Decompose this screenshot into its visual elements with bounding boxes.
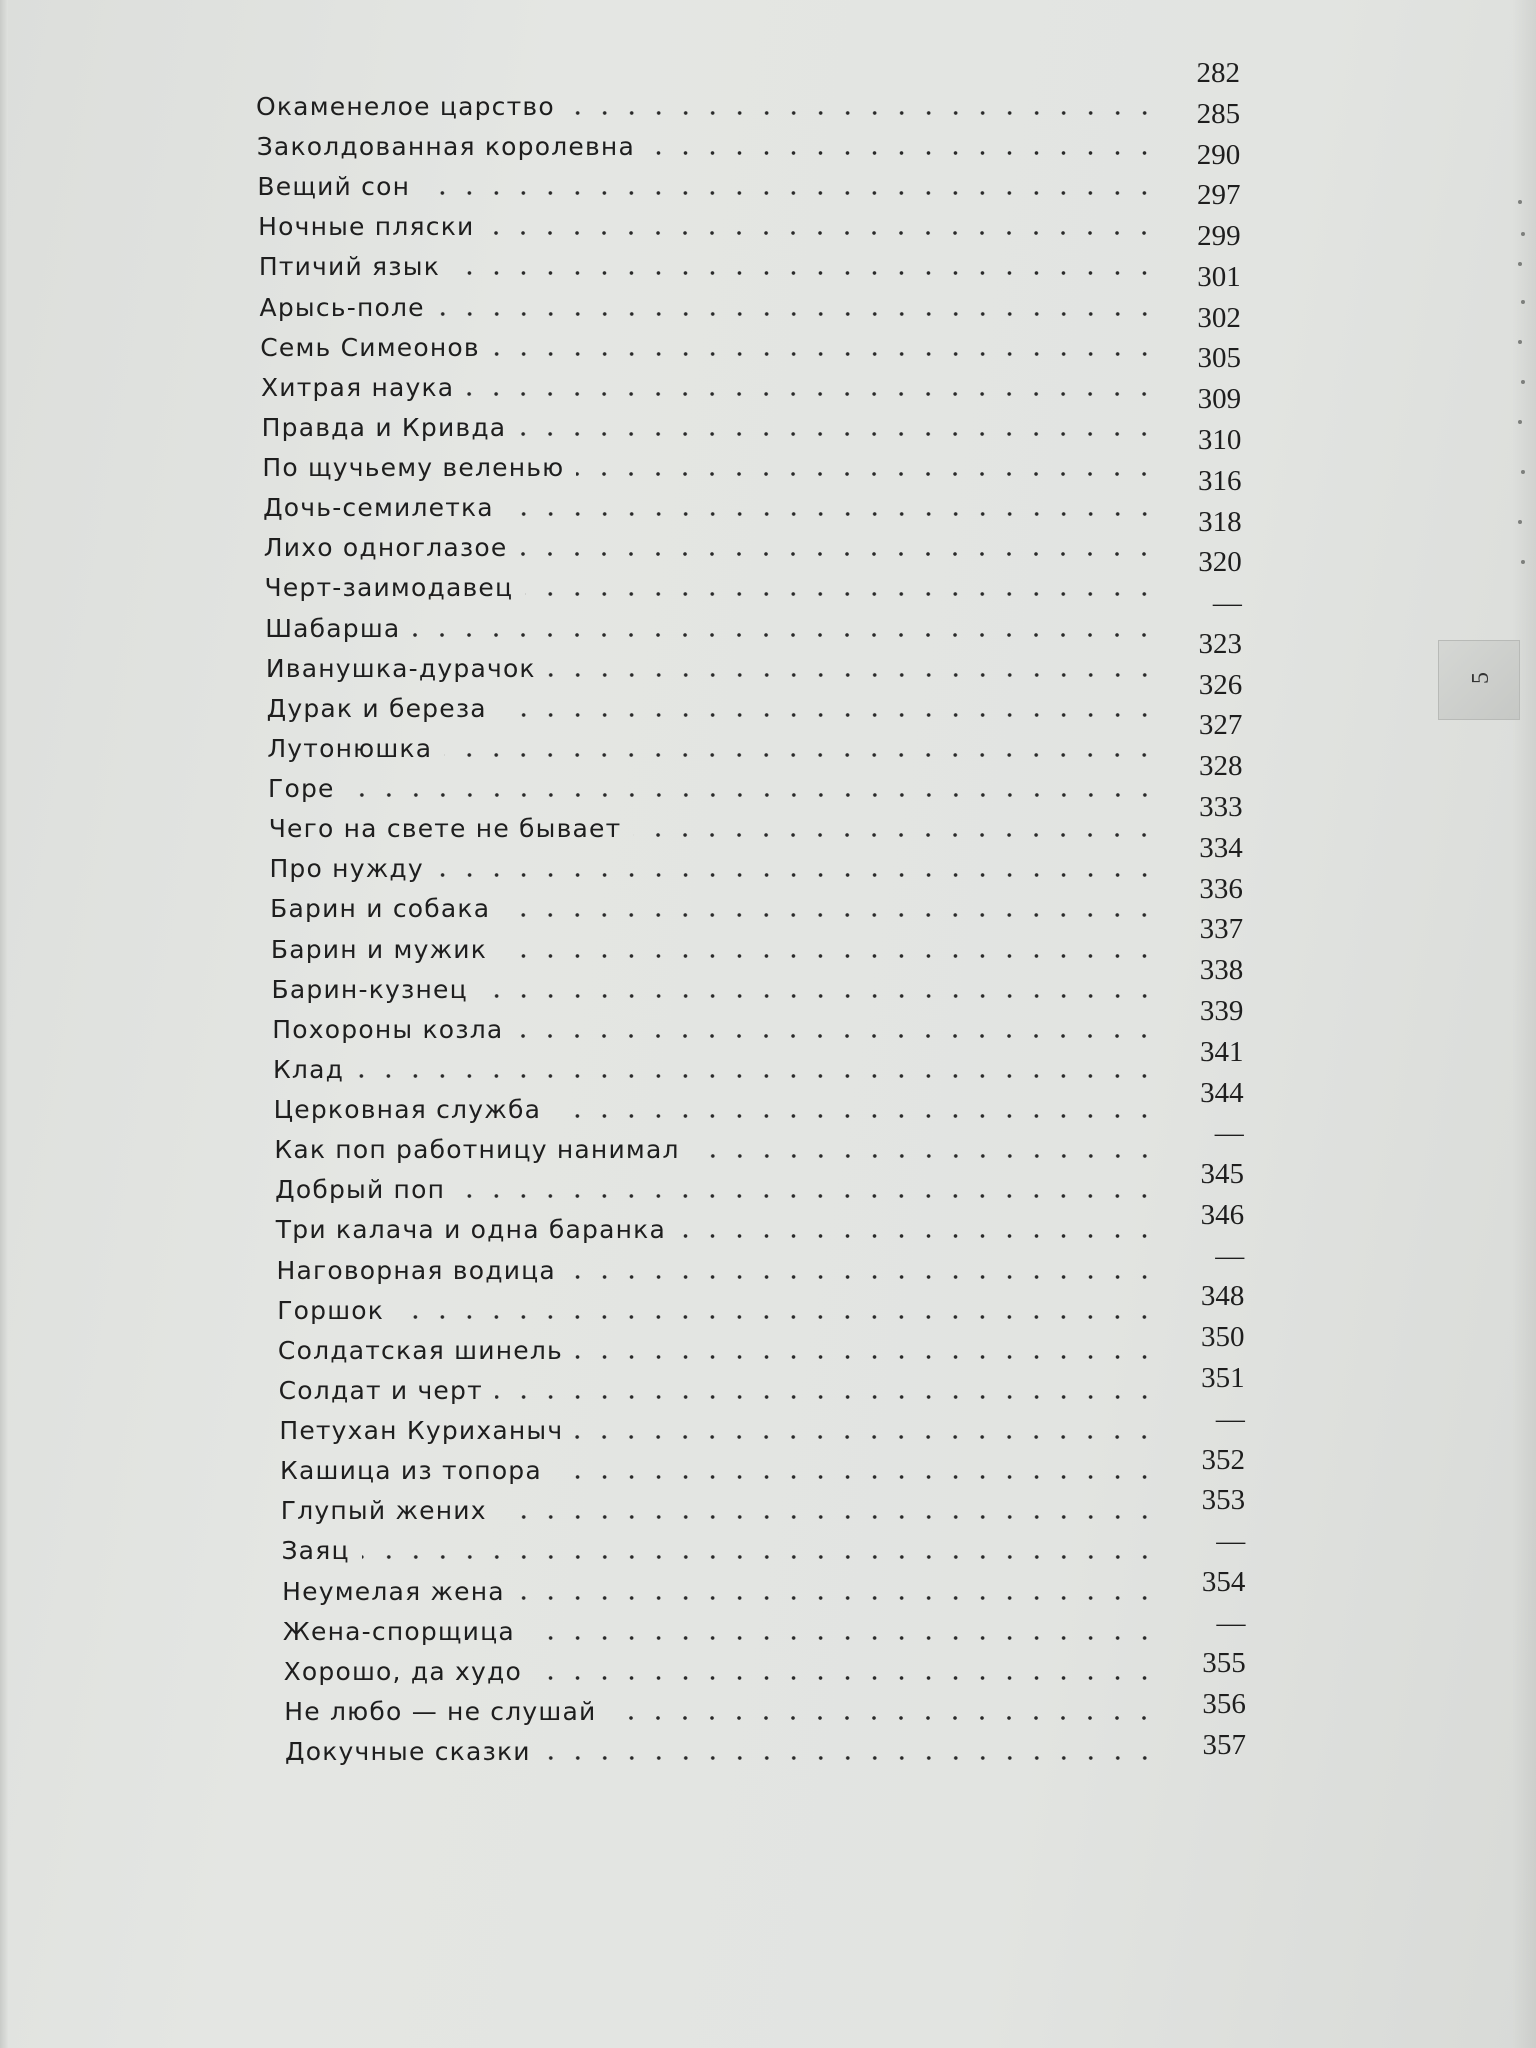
- toc-dot-leader: [647, 151, 1158, 155]
- toc-dot-leader: [554, 1475, 1158, 1479]
- toc-entry-title: Жена-спорщица: [282, 1616, 515, 1646]
- toc-page-number: 350: [1201, 1321, 1245, 1354]
- toc-entry-title: Похороны козла: [272, 1014, 504, 1044]
- toc-entry-title: Докучные сказки: [285, 1737, 531, 1766]
- toc-page-number: 336: [1199, 872, 1243, 905]
- toc-page-number: 326: [1198, 668, 1243, 701]
- toc-entry: [269, 804, 1172, 844]
- toc-page-number: 309: [1197, 383, 1242, 416]
- toc-entry-title: Барин и мужик: [270, 934, 488, 964]
- toc-entry-title: Заяц: [281, 1536, 350, 1566]
- toc-entry-title: Про нужду: [269, 854, 424, 884]
- toc-entry-title: Глупый жених: [280, 1496, 487, 1526]
- toc-entry-title: Горшок: [277, 1295, 385, 1325]
- toc-entry-title: Чего на свете не бывает: [268, 814, 622, 844]
- toc-entry-title: Черт-заимодавец: [264, 573, 514, 603]
- toc-page-number: 354: [1201, 1565, 1246, 1598]
- toc-entry: [268, 764, 1172, 804]
- toc-entry-title: Птичий язык: [258, 252, 441, 282]
- toc-entry: [265, 604, 1172, 644]
- toc-entry: [257, 122, 1172, 162]
- toc-dot-leader: [466, 392, 1158, 396]
- toc-dot-leader: [499, 1515, 1158, 1519]
- toc-page-number: 355: [1202, 1647, 1246, 1680]
- toc-entry-title: Петухан Куриханыч: [279, 1416, 564, 1446]
- toc-entry-title: Барин и собака: [270, 894, 491, 924]
- toc-entry: [269, 844, 1172, 884]
- toc-dot-leader: [356, 1074, 1158, 1078]
- toc-entry: [264, 563, 1172, 603]
- toc-entry: [263, 483, 1172, 523]
- toc-page-number: 290: [1196, 138, 1241, 171]
- toc-dot-leader: [575, 1435, 1158, 1439]
- toc-page-number: —: [1216, 1525, 1246, 1558]
- toc-dot-leader: [678, 1234, 1158, 1238]
- toc-entry-title: Церковная служба: [273, 1095, 542, 1125]
- toc-page-number: 318: [1198, 505, 1242, 538]
- toc-page-number: 316: [1197, 464, 1242, 497]
- toc-dot-leader: [499, 954, 1158, 958]
- toc-entry: [270, 884, 1172, 924]
- toc-dot-leader: [506, 512, 1158, 516]
- toc-entry: [260, 323, 1172, 363]
- toc-dot-leader: [436, 873, 1158, 877]
- toc-dot-leader: [575, 1355, 1158, 1359]
- toc-entry-title: Заколдованная королевна: [256, 132, 635, 162]
- toc-entry: [274, 1125, 1172, 1165]
- toc-dot-leader: [576, 472, 1158, 476]
- toc-page-number: 323: [1198, 627, 1243, 660]
- toc-entry: [258, 202, 1172, 242]
- toc-page-number: 348: [1200, 1280, 1245, 1313]
- toc-entry-title: Клад: [272, 1054, 345, 1084]
- toc-entry-title: Ночные пляски: [258, 212, 475, 242]
- toc-entry-title: Неумелая жена: [282, 1576, 505, 1606]
- toc-page-number: 341: [1200, 1035, 1244, 1068]
- toc-entry: [271, 925, 1172, 965]
- toc-entry: [280, 1446, 1172, 1486]
- toc-page-number: 339: [1199, 994, 1244, 1027]
- toc-entry-title: Барин-кузнец: [271, 974, 468, 1004]
- toc-page-number: 333: [1199, 791, 1243, 824]
- toc-entry-title: Добрый поп: [275, 1175, 446, 1205]
- toc-page-number: 302: [1197, 301, 1241, 334]
- toc-page-number: —: [1216, 1606, 1246, 1639]
- toc-dot-leader: [495, 1395, 1158, 1399]
- toc-entry-title: По щучьему веленью: [262, 453, 565, 483]
- toc-entry: [282, 1567, 1172, 1607]
- toc-entry: [279, 1366, 1172, 1406]
- toc-entry: [284, 1647, 1172, 1687]
- toc-entry: [285, 1727, 1172, 1767]
- toc-page-number: 357: [1202, 1729, 1246, 1761]
- toc-page-number: 345: [1200, 1158, 1244, 1191]
- toc-entry-title: Арысь-поле: [259, 292, 425, 322]
- toc-entry: [267, 724, 1172, 764]
- toc-dot-leader: [553, 1114, 1158, 1118]
- toc-entry: [261, 363, 1172, 403]
- toc-entry-title: Солдатская шинель: [277, 1335, 563, 1365]
- toc-dot-leader: [362, 1555, 1158, 1559]
- toc-entry: [262, 403, 1172, 443]
- toc-entry-title: Дурак и береза: [266, 693, 487, 723]
- toc-entry: [266, 644, 1172, 684]
- toc-entry: [281, 1486, 1172, 1526]
- toc-page-number: 337: [1199, 913, 1244, 946]
- toc-entry: [283, 1607, 1172, 1647]
- toc-page-number: 328: [1198, 750, 1243, 783]
- toc-entry-title: Дочь-семилетка: [263, 493, 494, 523]
- toc-dot-leader: [444, 753, 1158, 757]
- toc-entry: [262, 443, 1172, 483]
- side-tab-label: 5: [1468, 672, 1494, 684]
- toc-page-number: —: [1212, 587, 1242, 620]
- toc-entry-title: Три калача и одна баранка: [275, 1215, 666, 1245]
- toc-page-number: 297: [1196, 179, 1241, 212]
- toc-page-number: 352: [1201, 1443, 1245, 1476]
- toc-dot-leader: [515, 1034, 1158, 1038]
- toc-entry: [272, 965, 1172, 1005]
- toc-dot-leader: [492, 352, 1158, 356]
- toc-entry-title: Иванушка-дурачок: [265, 653, 536, 683]
- toc-page-number: —: [1215, 1239, 1245, 1272]
- toc-entry: [256, 82, 1172, 122]
- toc-dot-leader: [518, 432, 1158, 436]
- toc-entry-title: Наговорная водица: [276, 1255, 556, 1285]
- toc-page-number: 327: [1198, 709, 1243, 742]
- toc-entry: [275, 1165, 1172, 1205]
- toc-entry-title: Лихо одноглазое: [263, 533, 508, 563]
- toc-page-number: 353: [1201, 1484, 1246, 1517]
- toc-entry: [257, 162, 1172, 202]
- toc-entry: [274, 1085, 1172, 1125]
- toc-entry-title: Окаменелое царство: [256, 92, 555, 121]
- toc-page-number: 282: [1196, 57, 1240, 89]
- toc-entry: [277, 1246, 1172, 1286]
- toc-entry: [277, 1286, 1172, 1326]
- toc-dot-leader: [437, 312, 1158, 316]
- toc-entry-title: Горе: [268, 774, 335, 804]
- toc-page-number: 338: [1199, 954, 1244, 987]
- toc-entry: [276, 1205, 1172, 1245]
- toc-dot-leader: [519, 552, 1158, 556]
- toc-dot-leader: [525, 592, 1158, 596]
- toc-page-number: 305: [1197, 342, 1242, 375]
- toc-dot-leader: [502, 913, 1158, 917]
- toc-dot-leader: [517, 1596, 1158, 1600]
- toc-dot-leader: [457, 1194, 1158, 1198]
- toc-entry-title: Солдат и черт: [278, 1375, 483, 1405]
- toc-entry: [281, 1526, 1172, 1566]
- toc-page-number: 320: [1198, 546, 1242, 579]
- toc-page-number: 301: [1197, 260, 1241, 293]
- toc-dot-leader: [527, 1636, 1158, 1640]
- toc-page-number: 299: [1197, 220, 1241, 253]
- toc-entry-title: Не любо — не слушай: [284, 1696, 597, 1726]
- toc-entry: [267, 684, 1172, 724]
- toc-page-number: 334: [1199, 831, 1243, 864]
- toc-dot-leader: [692, 1154, 1158, 1158]
- toc-entry: [272, 1005, 1172, 1045]
- toc-dot-leader: [543, 1756, 1158, 1760]
- toc-entry-title: Хитрая наука: [260, 372, 455, 402]
- toc-entry-title: Как поп работницу нанимал: [274, 1135, 680, 1165]
- toc-page-number: —: [1214, 1117, 1244, 1150]
- toc-dot-leader: [534, 1676, 1158, 1680]
- toc-dot-leader: [480, 994, 1158, 998]
- toc-entry: [279, 1406, 1172, 1446]
- toc-page-number: 310: [1197, 424, 1242, 457]
- toc-dot-leader: [568, 1275, 1158, 1279]
- toc-page-number: 351: [1201, 1361, 1245, 1394]
- toc-entry: [278, 1326, 1172, 1366]
- toc-dot-leader: [567, 111, 1158, 115]
- toc-entry-title: Вещий сон: [257, 172, 411, 202]
- toc-page-number: 285: [1196, 97, 1241, 130]
- toc-entry: [259, 242, 1172, 282]
- toc-entry-title: Хорошо, да худо: [283, 1656, 522, 1686]
- toc-dot-leader: [347, 793, 1158, 797]
- toc-page-number: 344: [1200, 1076, 1244, 1109]
- toc-entry-title: Кашица из топора: [280, 1456, 542, 1486]
- toc-entry-title: Шабарша: [265, 613, 401, 643]
- toc-entry: [264, 523, 1172, 563]
- toc-dot-leader: [412, 633, 1158, 637]
- toc-dot-leader: [486, 231, 1158, 235]
- toc-entry: [273, 1045, 1172, 1085]
- toc-dot-leader: [422, 191, 1158, 195]
- toc-entry-title: Правда и Кривда: [261, 412, 507, 442]
- toc-page-number: 346: [1200, 1198, 1245, 1231]
- toc-entry-title: Лутонюшка: [267, 733, 433, 763]
- toc-dot-leader: [499, 713, 1158, 717]
- toc-entry: [260, 283, 1172, 323]
- toc-dot-leader: [608, 1716, 1158, 1720]
- toc-dot-leader: [396, 1315, 1158, 1319]
- toc-dot-leader: [633, 833, 1158, 837]
- toc-dot-leader: [452, 271, 1158, 275]
- toc-page-number: 356: [1202, 1688, 1246, 1721]
- toc-page-number: —: [1215, 1402, 1245, 1435]
- toc-entry-title: Семь Симеонов: [260, 332, 480, 362]
- toc-entry: [284, 1687, 1172, 1727]
- toc-dot-leader: [548, 673, 1158, 677]
